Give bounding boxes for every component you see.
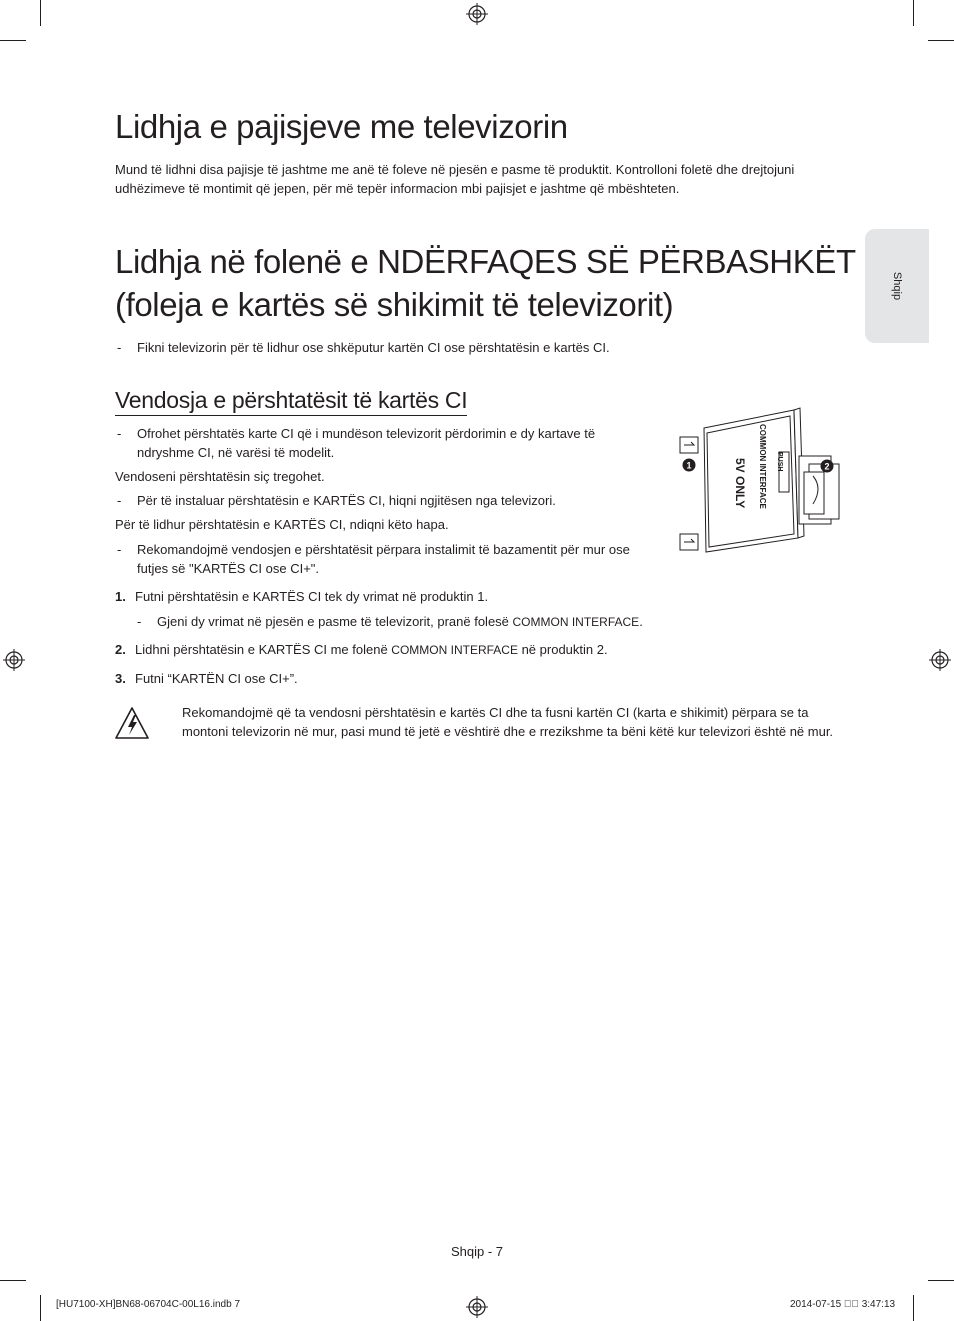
step-1-sub-text-pre: Gjeni dy vrimat në pjesën e pasme të televizorit, pranë folesë (157, 614, 513, 629)
ci-adapter-diagram (676, 400, 846, 560)
step-1 (115, 587, 835, 606)
adapter-bullet-1-text: Ofrohet përshtatës karte CI që i mundëson televizorit përdorimin e dy kartave të ndryshme CI, në varësi të modelit. (137, 426, 596, 460)
registration-mark-icon (929, 649, 951, 671)
bullet-dash: - (117, 426, 122, 441)
adapter-bullet-3 (117, 540, 637, 578)
registration-mark-icon (466, 3, 488, 25)
bullet-dash: - (117, 542, 122, 557)
page-number: Shqip - 7 (450, 1244, 504, 1259)
section-title (115, 240, 856, 326)
ci-note-text: Fikni televizorin për të lidhur ose shkëputur kartën CI ose përshtatësin e kartës CI. (137, 340, 610, 355)
step-number: 3. (115, 671, 126, 686)
callout-2-label: 2 (824, 461, 830, 472)
diagram-label-common-interface: COMMON INTERFACE (758, 424, 767, 509)
crop-mark (913, 0, 914, 26)
adapter-line-1: Vendoseni përshtatësin siç tregohet. (115, 469, 325, 484)
ci-note-bullet (117, 338, 817, 357)
crop-mark (40, 0, 41, 26)
step-1-text: Futni përshtatësin e KARTËS CI tek dy vrimat në produktin 1. (135, 589, 489, 604)
step-1-sub-text-post: . (639, 614, 643, 629)
callout-1-icon (683, 459, 696, 472)
common-interface-term: COMMON INTERFACE (391, 643, 518, 657)
adapter-bullet-1 (117, 424, 617, 462)
bullet-dash: - (137, 614, 142, 629)
step-2-text-pre: Lidhni përshtatësin e KARTËS CI me folenë (135, 642, 392, 657)
intro-paragraph: Mund të lidhni disa pajisje të jashtme me anë të foleve në pjesën e pasme të produktit. Kontrolloni foletë dhe drejtojuni udhëzimeve të montimit që jepen, për më tepër informacion mbi pajisjet e jashtme që mbështeten. (115, 162, 795, 196)
section-title-line-2: (foleja e kartës së shikimit të televizorit) (115, 286, 674, 323)
diagram-label-push: PUSH (776, 452, 783, 472)
crop-mark (913, 1295, 914, 1321)
bullet-dash: - (117, 340, 122, 355)
page-title: Lidhja e pajisjeve me televizorin (115, 108, 568, 145)
diagram-label-5v: 5V ONLY (733, 458, 747, 509)
crop-mark (0, 40, 26, 41)
crop-mark (928, 40, 954, 41)
step-1-sub-bullet (137, 612, 837, 632)
bullet-dash: - (117, 493, 122, 508)
callout-1-label: 1 (686, 460, 692, 471)
caution-text: Rekomandojmë që ta vendosni përshtatësin e kartës CI dhe ta fusni kartën CI (karta e shikimit) përpara se ta montoni televizorin në mur, pasi mund të jetë e vështirë dhe e rrezikshme ta bëni këtë kur televizori është në mur. (182, 705, 834, 739)
adapter-line-2: Për të lidhur përshtatësin e KARTËS CI, ndiqni këto hapa. (115, 517, 449, 532)
common-interface-term: COMMON INTERFACE (512, 615, 640, 629)
footer-timestamp: 2014-07-15 ￿￿ 3:47:13 (790, 1299, 896, 1310)
footer-file-name: [HU7100-XH]BN68-06704C-00L16.indb 7 (56, 1299, 241, 1310)
callout-2-icon (821, 460, 834, 473)
step-3-text: Futni “KARTËN CI ose CI+”. (135, 671, 298, 686)
registration-mark-icon (3, 649, 25, 671)
step-2 (115, 640, 835, 660)
section-title-line-1: Lidhja në folenë e NDËRFAQES SË PËRBASHKËT (115, 243, 856, 280)
adapter-bullet-3-text: Rekomandojmë vendosjen e përshtatësit përpara instalimit të bazamentit për mur ose futjes së "KARTËS CI ose CI+". (137, 542, 630, 576)
adapter-bullet-2-text: Për të instaluar përshtatësin e KARTËS CI, hiqni ngjitësen nga televizori. (137, 493, 556, 508)
subsection-title: Vendosja e përshtatësit të kartës CI (115, 387, 467, 416)
step-2-text (115, 640, 835, 660)
language-side-tab (865, 229, 929, 343)
adapter-bullet-2 (117, 491, 637, 510)
step-number: 2. (115, 642, 126, 657)
step-3 (115, 669, 835, 688)
crop-mark (928, 1280, 954, 1281)
registration-mark-icon (466, 1296, 488, 1318)
crop-mark (40, 1295, 41, 1321)
step-1-sub-text (137, 612, 837, 632)
crop-mark (0, 1280, 26, 1281)
language-side-tab-label: Shqip (891, 271, 903, 301)
step-number: 1. (115, 589, 126, 604)
caution-electric-icon (114, 706, 150, 740)
step-2-text-post: në produktin 2. (517, 642, 608, 657)
